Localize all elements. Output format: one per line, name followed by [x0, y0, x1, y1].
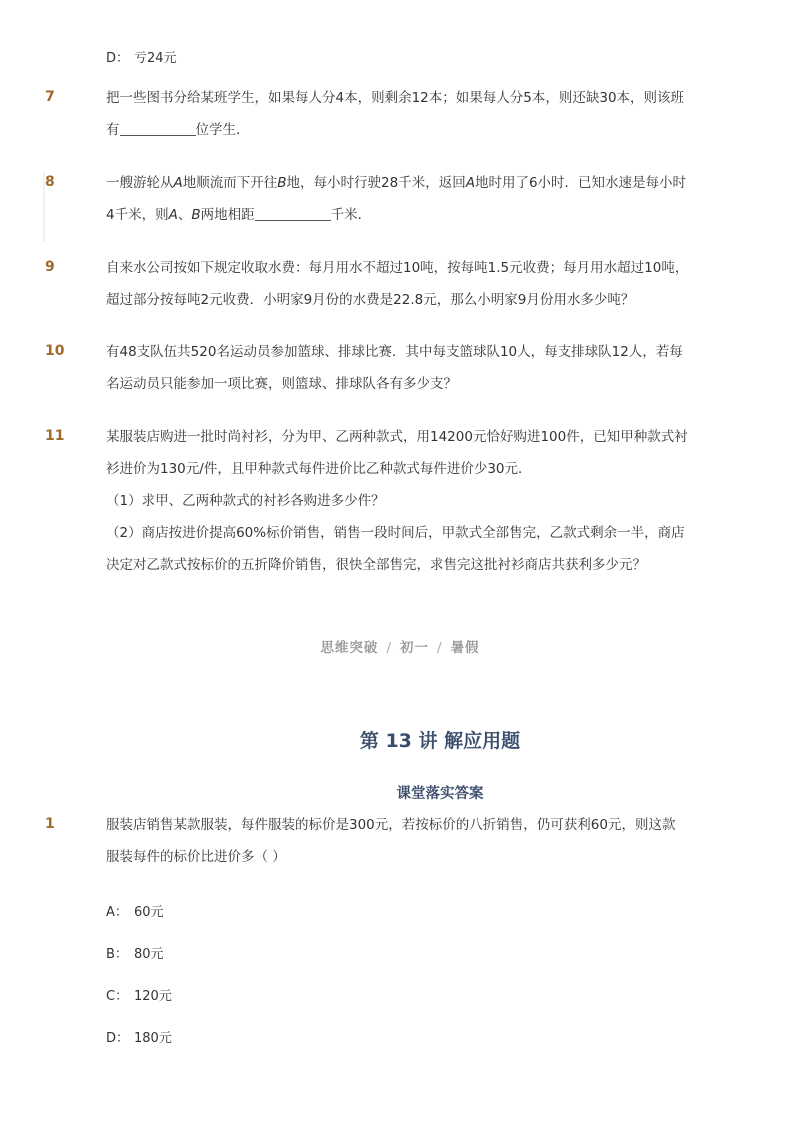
section-subtitle: 课堂落实答案: [396, 786, 484, 802]
option-value: 120元: [134, 989, 172, 1004]
question-line: （2）商店按进价提高60%标价销售，销售一段时间后，甲款式全部售完，乙款式剩余一半，商店: [106, 525, 685, 541]
option-c: [106, 985, 172, 1004]
option-value: 60元: [134, 905, 164, 920]
question-number: 11: [45, 428, 65, 444]
option-label: A：: [106, 905, 128, 920]
question-7: [106, 82, 726, 146]
page-footer: 思维突破 / 初一 / 暑假: [320, 640, 480, 656]
question-10: [106, 336, 726, 400]
answer-blank: [120, 121, 196, 136]
answer-blank: [255, 206, 331, 221]
question-line: 某服装店购进一批时尚衬衫，分为甲、乙两种款式，用14200元恰好购进100件，已知甲种款式衬: [106, 429, 688, 445]
question-line: 把一些图书分给某班学生，如果每人分4本，则剩余12本；如果每人分5本，则还缺30本，则该班: [106, 90, 685, 106]
question-number: 9: [45, 259, 55, 275]
option-label: B：: [106, 947, 128, 962]
option-a: [106, 901, 164, 920]
question-number: 7: [45, 89, 55, 105]
option-label: D：: [106, 51, 130, 66]
question-line: 服装每件的标价比进价多（ ）: [106, 849, 286, 865]
question-number: 10: [45, 343, 65, 359]
question-line: 名运动员只能参加一项比赛，则篮球、排球队各有多少支？: [106, 376, 457, 392]
question-11: [106, 421, 726, 581]
footer-book: 思维突破: [320, 640, 379, 656]
question-line: 衫进价为130元/件，且甲种款式每件进价比乙种款式每件进价少30元．: [106, 461, 532, 477]
question-number: 1: [45, 816, 55, 832]
question-line: （1）求甲、乙两种款式的衬衫各购进多少件？: [106, 493, 385, 509]
option-value: 亏24元: [134, 51, 177, 66]
question-line: 有 位学生．: [106, 122, 250, 138]
footer-term: 暑假: [450, 640, 480, 656]
question-line: 一艘游轮从A地顺流而下开往B地，每小时行驶28千米，返回A地时用了6小时．已知水速是每小时: [106, 175, 687, 191]
option-value: 80元: [134, 947, 164, 962]
lesson-title: 第 13 讲 解应用题: [359, 730, 521, 752]
answer-question-1: [106, 809, 726, 873]
question-line: 4千米，则A、B两地相距 千米．: [106, 207, 372, 223]
option-label: D：: [106, 1031, 130, 1046]
question-line: 有48支队伍共520名运动员参加篮球、排球比赛．其中每支篮球队10人，每支排球队12人，若每: [106, 344, 683, 360]
option-d: [106, 1027, 172, 1046]
option-b: [106, 943, 164, 962]
question-number: 8: [45, 174, 55, 190]
question-8: [106, 167, 726, 231]
option-d: [106, 47, 177, 66]
question-line: 超过部分按每吨2元收费．小明家9月份的水费是22.8元，那么小明家9月份用水多少吨？: [106, 292, 635, 308]
option-value: 180元: [134, 1031, 172, 1046]
footer-grade: 初一: [400, 640, 429, 656]
question-9: [106, 252, 726, 316]
question-line: 自来水公司按如下规定收取水费：每月用水不超过10吨，按每吨1.5元收费；每月用水超过10吨，: [106, 260, 689, 276]
question-line: 服装店销售某款服装，每件服装的标价是300元，若按标价的八折销售，仍可获利60元，则这款: [106, 817, 676, 833]
question-line: 决定对乙款式按标价的五折降价销售，很快全部售完，求售完这批衬衫商店共获利多少元？: [106, 557, 646, 573]
option-label: C：: [106, 989, 129, 1004]
